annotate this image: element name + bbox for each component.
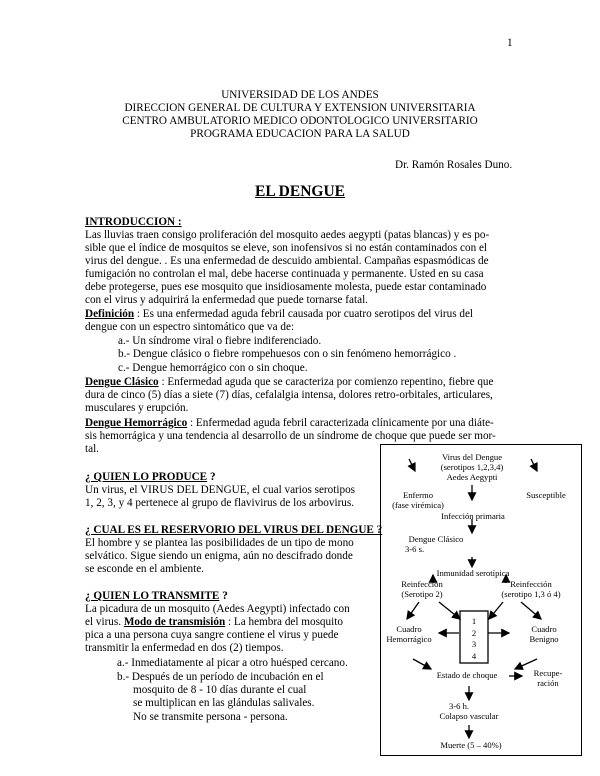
transmit-line: transmitir la enfermedad en dos (2) tiempos. <box>85 642 284 654</box>
intro-line: sible que el índice de mosquitos se eleve, son inofensivos si no están contaminados con el <box>85 242 488 254</box>
transmit-mode-label: Modo de transmisión <box>123 616 226 628</box>
transmit-item-note: No se transmite persona - persona. <box>133 711 288 723</box>
definition-item: c.- Dengue hemorrágico con o sin choque. <box>118 362 308 374</box>
diagram-reinf-left: Reinfección (Serotipo 2) <box>401 579 443 599</box>
intro-line: Las lluvias traen consigo proliferación del mosquito aedes aegypti (patas blancas) y es po- <box>85 229 490 241</box>
transmit-item-cont: mosquito de 8 - 10 días durante el cual <box>133 684 307 696</box>
transmit-item: b.- Después de un período de incubación en el <box>117 671 324 683</box>
arrow-to-susceptible <box>531 459 537 471</box>
intro-line: con el virus y adquirirá la enfermedad que puede tornarse fatal. <box>85 294 368 306</box>
arrow-reinf-left-to-box <box>439 602 460 619</box>
diagram-virus: Virus del Dengue (serotipos 1,2,3,4) Aedes Aegypti <box>440 452 504 482</box>
who-line: Un virus, el VIRUS DEL DENGUE, el cual varios serotipos <box>85 484 356 496</box>
hemorrhagic-text: : Enfermedad aguda febril caracterizada clínicamente por una diáte- <box>187 417 494 429</box>
arrow-to-enfermo <box>409 459 415 471</box>
who-heading: ¿ QUIEN LO PRODUCE ? <box>85 471 216 483</box>
definition-line: dengue con un espectro sintomático que va de: <box>85 321 295 333</box>
intro-line: debe protegerse, pues ese mosquito que insidiosamente molesta, puede estar contaminado <box>85 281 487 293</box>
intro-line: virus del dengue. . Es una enfermedad de descuido ambiental. Campañas espasmódicas de <box>85 255 489 267</box>
arrow-reinf-right-to-box <box>489 602 503 619</box>
hemorrhagic-line: sis hemorrágica y una tendencia al desarrollo de un síndrome de choque que puede ser mor- <box>85 430 496 442</box>
header-direction: DIRECCION GENERAL DE CULTURA Y EXTENSION UNIVERSITARIA <box>124 102 476 114</box>
hemorrhagic-line: tal. <box>85 443 99 455</box>
transmit-mode-paragraph: el virus. Modo de transmisión : La hembra del mosquito <box>85 616 343 628</box>
transmit-heading: ¿ QUIEN LO TRANSMITE ? <box>85 590 228 602</box>
diagram-colapso: Colapso vascular <box>439 711 499 721</box>
diagram-reinf-right: Reinfección (serotipo 1,3 ó 4) <box>501 579 561 599</box>
diagram-serotype-numbers: 1 2 3 4 <box>471 616 477 661</box>
header-center: CENTRO AMBULATORIO MEDICO ODONTOLOGICO UNIVERSITARIO <box>122 115 478 127</box>
diagram-enfermo: Enfermo (fase virémica) <box>392 490 444 510</box>
reservoir-line: selvático. Sigue siendo un enigma, aún no descifrado donde <box>85 550 353 562</box>
definition-text: : Es una enfermedad aguda febril causada por cuatro serotipos del virus del <box>134 308 474 320</box>
diagram-susceptible: Susceptible <box>526 490 566 500</box>
page-number: 1 <box>507 37 513 49</box>
classic-label: Dengue Clásico <box>85 376 159 388</box>
header-program: PROGRAMA EDUCACION PARA LA SALUD <box>190 128 410 140</box>
reservoir-line: se esconde en el ambiente. <box>85 563 204 575</box>
definition-item: b.- Dengue clásico o fiebre rompehuesos con o sin fenómeno hemorrágico . <box>118 348 457 360</box>
arrow-reinf-left-to-hemorragico <box>407 602 419 619</box>
definition-paragraph <box>85 308 473 321</box>
arrow-reinf-right-to-benigno <box>521 602 541 619</box>
hemorrhagic-label: Dengue Hemorrágico <box>85 417 188 429</box>
classic-line: dura de cinco (5) días a siete (7) días, cefalalgia intensa, dolores retro-orbitales, articulares, <box>85 389 493 401</box>
diagram-muerte: Muerte (5 – 40%) <box>440 740 502 750</box>
diagram-cuadro-benigno: Cuadro Benigno <box>529 624 559 644</box>
dengue-cycle-diagram <box>380 444 582 756</box>
diagram-infeccion: Infección primaria <box>441 511 505 521</box>
transmit-line: pica a una persona cuya sangre contiene el virus y puede <box>85 629 339 641</box>
author: Dr. Ramón Rosales Duno. <box>395 159 513 171</box>
header-university: UNIVERSIDAD DE LOS ANDES <box>221 89 379 101</box>
reservoir-heading: ¿ CUAL ES EL RESERVORIO DEL VIRUS DEL DENGUE ? <box>85 524 383 536</box>
diagram-cuadro-hemorragico: Cuadro Hemorrágico <box>386 624 432 644</box>
transmit-item-cont: se multiplican en las glándulas salivales. <box>133 697 315 709</box>
reservoir-line: El hombre y se plantea las posibilidades de un tipo de mono <box>85 537 354 549</box>
diagram-horas: 3-6 h. <box>448 701 470 711</box>
diagram-clasico: Dengue Clásico 3-6 s. <box>405 534 464 554</box>
diagram-inmunidad: Inmunidad serotípica <box>436 568 510 578</box>
definition-item: a.- Un síndrome viral o fiebre indiferenciado. <box>118 335 322 347</box>
transmit-item: a.- Inmediatamente al picar a otro huésped cercano. <box>117 657 348 669</box>
diagram-choque: Estado de choque <box>436 670 498 680</box>
arrow-hemorragico-to-choque <box>413 659 431 669</box>
definition-label: Definición <box>85 308 135 320</box>
transmit-line: La picadura de un mosquito (Aedes Aegypti) infectado con <box>85 603 350 615</box>
intro-heading: INTRODUCCION : <box>85 216 182 228</box>
hemorrhagic-paragraph <box>85 417 494 430</box>
classic-paragraph <box>85 376 494 389</box>
who-line: 1, 2, 3, y 4 pertenece al grupo de flavivirus de los arbovirus. <box>85 497 355 509</box>
intro-line: fumigación no controlan el mal, debe hacerse continuada y permanente. Usted en su casa <box>85 268 484 280</box>
diagram-recuperacion: Recupe- ración <box>533 668 563 688</box>
classic-line: musculares y erupción. <box>85 402 189 414</box>
document-title: EL DENGUE <box>254 183 345 200</box>
classic-text: : Enfermedad aguda que se caracteriza por comienzo repentino, fiebre que <box>158 376 494 388</box>
